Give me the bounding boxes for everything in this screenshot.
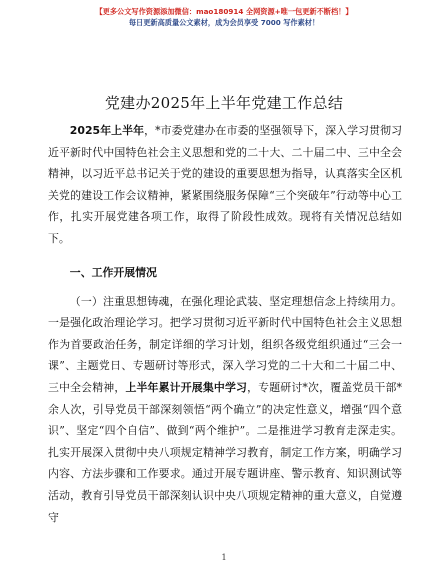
intro-text: ，*市委党建办在市委的坚强领导下，深入学习贯彻习近平新时代中国特色社会主义思想和党的二十大、二十届二中、三中全会精神，以习近平总书记关于党的建设的重要思想为指导，认真落实全区机关党的建设工作会议精神，紧紧围绕服务保障“三个突破年”行动等中心工作，扎实开展党建各项工作，取得了阶段性成效。现将有关情况总结如下。 [48, 124, 403, 245]
section-heading: 一、工作开展情况 [69, 265, 157, 279]
document-body [48, 120, 402, 528]
paragraph-1 [48, 291, 402, 529]
paragraph-1-text: （一）注重思想铸魂，在强化理论武装、坚定理想信念上持续用力。一是强化政治理论学习。把学习贯彻习近平新时代中国特色社会主义思想作为首要政治任务，制定详细的学习计划，组织各级党组织通过“三会一课”、主题党日、专题研讨等形式，深入学习党的二十大和二十届二中、三中全会精神， [48, 294, 402, 394]
promo-banner [0, 6, 448, 28]
paragraph-1-rest: ，专题研讨*次，覆盖党员干部*余人次，引导党员干部深刻领悟“两个确立”的决定性意义，增强“四个意识”、坚定“四个自信”、做到“两个维护”。二是推进学习教育走深走实。扎实开展深入贯彻中央八项规定精神学习教育，制定工作方案，明确学习内容、方法步骤和工作要求。通过开展专题讲座、警示教育、知识测试等活动，教育引导党员干部深刻认识中央八项规定精神的重大意义，自觉遵守 [48, 380, 402, 524]
page-number: 1 [221, 553, 227, 562]
promo-line-1: 【更多公文写作资源添加微信：mao180914 全网资源+唯一包更新不断档！】 [95, 7, 353, 16]
paragraph-1-bold: 上半年累计开展集中学习 [125, 380, 248, 394]
document-title: 党建办2025年上半年党建工作总结 [104, 94, 344, 112]
promo-line-2: 每日更新高质量公文素材，成为会员享受 7000 写作素材！ [128, 18, 320, 27]
intro-paragraph [48, 120, 402, 250]
intro-lead: 2025年上半年 [69, 124, 145, 137]
